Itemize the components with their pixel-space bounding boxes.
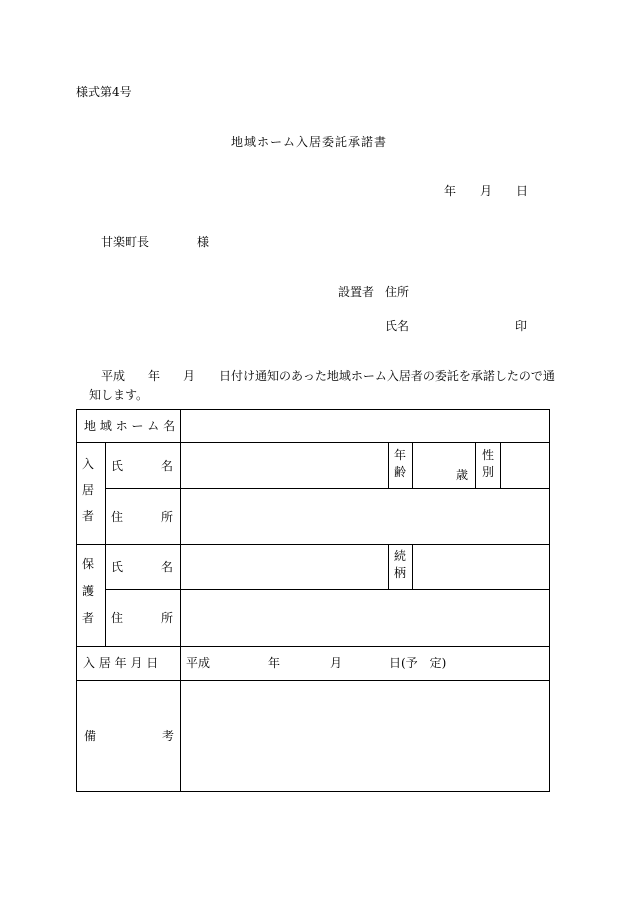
move-in-year: 年 bbox=[268, 656, 281, 670]
body-era: 平成 bbox=[101, 369, 126, 383]
table-rule bbox=[475, 442, 476, 488]
move-in-month: 月 bbox=[330, 656, 343, 670]
table-rule bbox=[105, 442, 106, 646]
table-rule bbox=[76, 442, 550, 443]
relation-label-char: 柄 bbox=[394, 566, 407, 580]
age-label-char: 年 bbox=[394, 448, 407, 462]
guardian-label-char: 保 bbox=[82, 557, 95, 571]
body-text: 日付け通知のあった地域ホーム入居者の委託を承諾したので通 bbox=[219, 369, 555, 383]
relation-label-char: 続 bbox=[394, 549, 407, 563]
move-in-date-label: 入 居 年 月 日 bbox=[83, 656, 159, 670]
resident-name-label-1: 氏 bbox=[111, 459, 124, 473]
seal-mark: 印 bbox=[515, 319, 528, 333]
sender-address-label: 住所 bbox=[385, 285, 410, 299]
table-rule bbox=[105, 488, 550, 489]
table-rule bbox=[388, 544, 389, 589]
body-text-continued: 知します。 bbox=[89, 388, 149, 402]
addressee-name: 甘楽町長 bbox=[101, 235, 150, 249]
gender-label-char: 別 bbox=[482, 465, 495, 479]
resident-name-label-2: 名 bbox=[161, 459, 174, 473]
body-month: 月 bbox=[183, 369, 196, 383]
guardian-address-label-1: 住 bbox=[111, 611, 124, 625]
remarks-label-1: 備 bbox=[84, 729, 97, 743]
gender-label-char: 性 bbox=[482, 448, 495, 462]
sender-name-label: 氏名 bbox=[385, 319, 410, 333]
gender-label bbox=[482, 449, 494, 478]
guardian-name-label-2: 名 bbox=[161, 560, 174, 574]
table-rule bbox=[76, 544, 550, 545]
table-rule bbox=[76, 680, 550, 681]
table-rule bbox=[500, 442, 501, 488]
home-name-label: 地 域 ホ ー ム 名 bbox=[84, 419, 176, 433]
resident-label-char: 居 bbox=[82, 483, 95, 497]
sender-role: 設置者 bbox=[338, 285, 375, 299]
table-rule bbox=[412, 544, 413, 589]
move-in-day-planned: 日(予 定) bbox=[389, 656, 447, 670]
document-title: 地域ホーム入居委託承諾書 bbox=[231, 135, 388, 149]
table-rule bbox=[388, 442, 389, 488]
remarks-label-2: 考 bbox=[162, 729, 175, 743]
form-table bbox=[76, 409, 550, 792]
resident-address-label-2: 所 bbox=[161, 510, 174, 524]
age-label-char: 齢 bbox=[394, 465, 407, 479]
resident-label bbox=[82, 458, 94, 522]
date-year-label: 年 bbox=[444, 184, 457, 198]
age-label bbox=[394, 449, 406, 478]
age-unit: 歳 bbox=[456, 468, 469, 482]
form-number: 様式第4号 bbox=[76, 85, 132, 99]
table-rule bbox=[76, 646, 550, 647]
resident-address-label-1: 住 bbox=[111, 510, 124, 524]
guardian-address-label-2: 所 bbox=[161, 611, 174, 625]
date-day-label: 日 bbox=[516, 184, 529, 198]
move-in-era: 平成 bbox=[186, 656, 211, 670]
body-year: 年 bbox=[148, 369, 161, 383]
relation-label bbox=[394, 550, 406, 579]
addressee-honorific: 様 bbox=[197, 235, 210, 249]
guardian-label bbox=[82, 558, 94, 624]
resident-label-char: 者 bbox=[82, 509, 95, 523]
guardian-label-char: 者 bbox=[82, 611, 95, 625]
guardian-name-label-1: 氏 bbox=[111, 560, 124, 574]
resident-label-char: 入 bbox=[82, 457, 95, 471]
table-rule bbox=[105, 589, 550, 590]
table-rule bbox=[180, 409, 181, 792]
date-month-label: 月 bbox=[480, 184, 493, 198]
table-rule bbox=[412, 442, 413, 488]
guardian-label-char: 護 bbox=[82, 584, 95, 598]
